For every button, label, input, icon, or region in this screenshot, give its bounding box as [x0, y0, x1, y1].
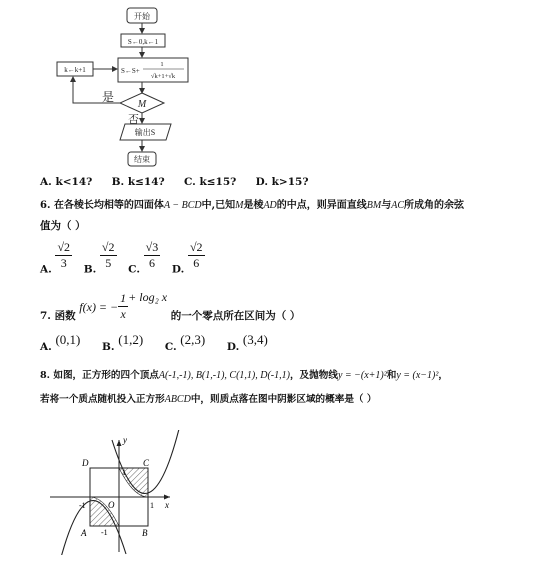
- q6-option-letter: D.: [171, 263, 185, 276]
- frac-num: √3: [145, 240, 159, 254]
- q6-math: AC: [391, 200, 405, 211]
- flow-init-label: S←0,k←1: [127, 38, 159, 46]
- q6-text: 在各棱长均相等的四面体: [53, 200, 164, 211]
- q6-text: 的中点，则异面直线: [276, 200, 367, 211]
- label-x: x: [165, 500, 169, 510]
- q5-option-a-letter: A.: [40, 176, 52, 188]
- q7-option-text: (1,2): [118, 332, 144, 347]
- q6-text: 中,已知: [201, 200, 236, 211]
- q5-option-c-letter: C.: [183, 176, 196, 188]
- q7-formula-left: f(x) = −: [79, 300, 119, 314]
- flow-start-label: 开始: [134, 12, 150, 21]
- flow-end-label: 结束: [134, 155, 150, 164]
- q6-math: A − BCD: [163, 200, 202, 211]
- label-o: O: [108, 500, 115, 510]
- flow-increment-label: k←k+1: [64, 66, 86, 74]
- q7-option-text: (3,4): [242, 332, 268, 347]
- parabola-graph: [30, 430, 180, 555]
- q6-option-letter: A.: [40, 263, 52, 276]
- q7-options: [40, 332, 268, 353]
- q6-math: M: [235, 200, 244, 211]
- frac-den: 6: [148, 256, 155, 270]
- q6-option-a: [40, 240, 72, 276]
- q7-option-letter: B.: [102, 341, 115, 353]
- q6-math: AD: [263, 200, 277, 211]
- q6-line1: [40, 196, 464, 211]
- label-b: B: [142, 528, 148, 538]
- q7-option-text: (2,3): [180, 332, 206, 347]
- q7-option-letter: D.: [226, 341, 240, 353]
- q8-text: 如图，正方形的四个顶点: [53, 370, 159, 381]
- q8-math: y = −(x+1)²: [337, 370, 387, 381]
- q6-option-letter: C.: [128, 263, 140, 276]
- frac-den: 5: [105, 256, 112, 270]
- q7-option-letter: C.: [164, 341, 177, 353]
- q6-line2: [40, 218, 86, 233]
- q7-option-letter: A.: [40, 341, 52, 353]
- q6-option-letter: B.: [83, 263, 97, 276]
- q8-line1: [40, 367, 448, 381]
- frac-num: √2: [101, 240, 115, 254]
- tick-x-neg1: -1: [79, 501, 86, 510]
- q5-option-d-letter: D.: [255, 176, 268, 188]
- q8-math: A(-1,-1), B(1,-1), C(1,1), D(-1,1): [158, 370, 290, 381]
- q7-formula-right: + log₂ x: [128, 290, 168, 304]
- frac-den: 3: [60, 256, 67, 270]
- q6-option-d: [172, 240, 205, 276]
- q6-option-c: [128, 240, 160, 276]
- frac-num: √2: [189, 240, 203, 254]
- q5-option-a-text: k<14?: [55, 176, 93, 188]
- q6-text: 与: [381, 200, 392, 211]
- label-a: A: [81, 528, 87, 538]
- flow-update-label: S←S+: [121, 67, 140, 75]
- q7-label: 函数: [54, 310, 76, 322]
- q8-text: 若将一个质点随机投入正方形: [40, 394, 165, 405]
- q7-option-text: (0,1): [55, 332, 81, 347]
- q6-number: 6.: [40, 200, 51, 211]
- q8-text: 中，则质点落在图中阴影区域的概率是（ ）: [190, 394, 377, 405]
- flow-no-label: 否: [128, 114, 139, 126]
- q6-text: 是棱: [243, 200, 264, 211]
- q5-option-b-text: k≤14?: [127, 176, 165, 188]
- q5-option-d-text: k>15?: [271, 176, 309, 188]
- tick-x-1: 1: [150, 501, 154, 510]
- q7-text: 的一个零点所在区间为（ ）: [170, 310, 301, 322]
- frac-num: √2: [57, 240, 71, 254]
- q8-math: y = (x−1)²: [396, 370, 439, 381]
- label-d: D: [82, 458, 89, 468]
- frac-den: x: [120, 306, 126, 321]
- frac-den: 6: [193, 256, 200, 270]
- frac-num: 1: [120, 290, 127, 305]
- flow-update-frac-den: √k+1+√k: [150, 73, 176, 80]
- q8-text: ，及抛物线: [289, 370, 338, 381]
- q8-number: 8.: [40, 370, 51, 381]
- q6-math: BM: [366, 200, 382, 211]
- q5-option-c-text: k≤15?: [199, 176, 237, 188]
- tick-y-1: 1: [122, 468, 126, 477]
- label-c: C: [143, 458, 150, 468]
- q5-option-b-letter: B.: [111, 176, 125, 188]
- q5-options: [40, 176, 309, 188]
- label-y: y: [123, 435, 127, 445]
- q6-text: 所成角的余弦: [404, 200, 465, 211]
- q8-line2: [40, 391, 376, 405]
- q8-text: 和: [386, 370, 397, 381]
- flow-output-label: 输出S: [134, 128, 156, 137]
- flow-condition-label: M: [137, 99, 147, 110]
- q6-line2-text: 值为（ ）: [40, 220, 86, 232]
- flow-yes-label: 是: [102, 90, 115, 104]
- q7-number: 7.: [40, 310, 51, 322]
- flowchart: [0, 0, 554, 175]
- flow-update-frac-num: 1: [160, 61, 164, 68]
- q6-option-b: [84, 240, 117, 276]
- q8-math: ABCD: [164, 394, 191, 405]
- q6-options: [40, 240, 205, 276]
- tick-y-neg1: -1: [101, 528, 108, 537]
- q8-text: ，: [438, 370, 448, 381]
- q7-line: [40, 290, 300, 323]
- shaded-region-lower: [90, 497, 119, 526]
